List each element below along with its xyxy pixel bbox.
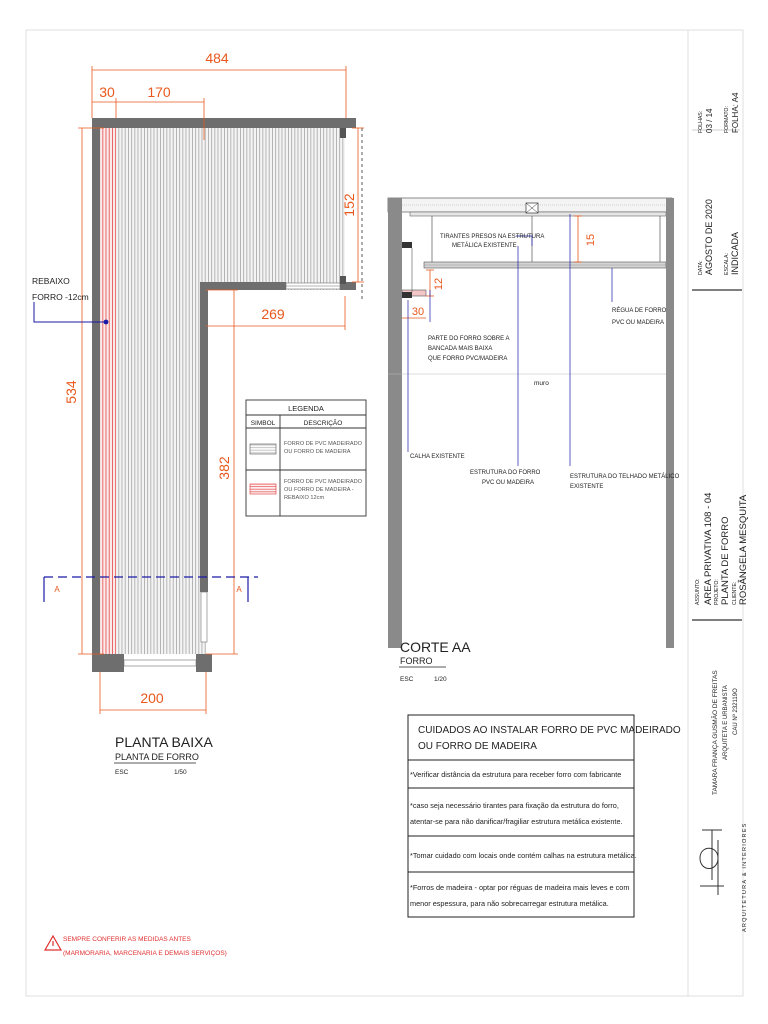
caution-item3: *Tomar cuidado com locais onde contém calhas na estrutura metálica. [410, 851, 637, 860]
tb-formato-label: FORMATO: [724, 106, 730, 133]
note-parte-line3: QUE FORRO PVC/MADEIRA [428, 356, 508, 362]
section-wall-right [666, 198, 674, 648]
section-dim-15: 15 [585, 233, 597, 247]
tb-author-role: ARQUITETA E URBANISTA [723, 685, 729, 760]
note-calha: CALHA EXISTENTE [410, 454, 465, 460]
tb-folhas-label: FOLHAS: [698, 110, 704, 133]
tb-assunto-value: AREA PRIVATIVA 108 - 04 [703, 492, 714, 605]
legend-item2-line2: OU FORRO DE MADEIRA - [284, 487, 354, 493]
section-scale-label: ESC [400, 676, 414, 683]
note-estrutura-forro-line2: PVC OU MADEIRA [482, 480, 535, 486]
tb-cliente-value: ROSÂNGELA MESQUITA [738, 494, 749, 605]
studio-logo-icon [700, 830, 724, 895]
legend-item1-line1: FORRO DE PVC MADEIRADO [284, 441, 363, 447]
dim-right-height: 152 [341, 193, 357, 217]
note-parte-line1: PARTE DO FORRO SOBRE A [428, 336, 510, 342]
tb-formato-value: FOLHA: A4 [731, 92, 740, 133]
section-scale-value: 1/20 [434, 676, 447, 683]
tb-escala-value: INDICADA [730, 231, 740, 275]
tb-data-label: DATA: [698, 260, 704, 275]
ceiling-area [100, 128, 345, 654]
caution-item2-line2: atentar-se para não danificar/fragiliar estrutura metálica existente. [410, 817, 623, 826]
legend-item2-line1: FORRO DE PVC MADEIRADO [284, 479, 363, 485]
note-tirantes-line2: METÁLICA EXISTENTE [452, 243, 517, 249]
plan-scale-label: ESC [115, 769, 129, 776]
legend-col-symbol: SIMBOL [250, 420, 276, 427]
note-muro: muro [534, 380, 549, 387]
section-title: CORTE AA [400, 639, 471, 655]
rebaixo-label-line2: FORRO -12cm [32, 292, 89, 302]
note-regua-line1: RÉGUA DE FORRO [612, 308, 667, 314]
rebaixo-label-line1: REBAIXO [32, 276, 70, 286]
legend-col-desc: DESCRIÇÃO [303, 420, 343, 427]
section-marker-right: A [236, 585, 242, 594]
tb-folhas-value: 03 / 14 [705, 108, 714, 133]
warning-line1: SEMPRE CONFERIR AS MEDIDAS ANTES [63, 936, 191, 943]
caution-title-line1: CUIDADOS AO INSTALAR FORRO DE PVC MADEIRADO [418, 725, 681, 736]
tb-escala-label: ESCALA: [724, 253, 730, 275]
wall-middle [206, 282, 286, 290]
section-cut [388, 198, 680, 683]
caution-item1: *Verificar distância da estrutura para receber forro com fabricante [410, 770, 622, 779]
column-bottom-right [196, 654, 212, 672]
tb-projeto-value: PLANTA DE FORRO [720, 516, 731, 605]
tb-cliente-label: CLIENTE: [732, 581, 738, 605]
caution-table [408, 715, 681, 917]
warning-line2: (MARMORARIA, MARCENARIA E DEMAIS SERVIÇOS) [63, 950, 227, 957]
plan-scale-value: 1/50 [174, 769, 187, 776]
tb-projeto-label: PROJETO: [714, 579, 720, 605]
note-estrutura-telhado-line1: ESTRUTURA DO TELHADO METÁLICO [570, 474, 680, 480]
section-wall-left [388, 198, 402, 648]
note-estrutura-telhado-line2: EXISTENTE [570, 484, 604, 490]
dim-middle-width: 269 [261, 306, 285, 322]
tb-logo-text: ARQUITETURA & INTERIORES [742, 822, 748, 932]
note-parte-line2: BANCADA MAIS BAIXA [428, 346, 493, 352]
caution-item4-line1: *Forros de madeira - optar por réguas de madeira mais leves e com [410, 883, 630, 892]
note-regua-line2: PVC OU MADEIRA [612, 320, 665, 326]
wall-inner [200, 282, 208, 592]
wall-left [92, 118, 100, 672]
legend-swatch-rebaixo [250, 484, 276, 494]
tb-data-value: AGOSTO DE 2020 [704, 199, 714, 275]
dim-inner-width: 170 [147, 84, 171, 100]
dim-bottom-width: 200 [140, 690, 164, 706]
measure-warning [45, 936, 227, 957]
section-subtitle: FORRO [400, 656, 433, 666]
section-dim-12: 12 [433, 277, 445, 291]
legend-swatch-standard [250, 444, 276, 454]
section-marker-left: A [54, 585, 60, 594]
dim-left-height: 534 [63, 380, 79, 404]
plan-subtitle: PLANTA DE FORRO [115, 752, 199, 762]
section-dim-30: 30 [411, 306, 425, 318]
plan-title: PLANTA BAIXA [115, 734, 213, 750]
caution-item4-line2: menor espessura, para não sobrecarregar estrutura metálica. [410, 899, 609, 908]
dim-total-width: 484 [205, 50, 229, 66]
note-tirantes-line1: TIRANTES PRESOS NA ESTRUTURA [440, 234, 545, 240]
caution-title-line2: OU FORRO DE MADEIRA [418, 741, 537, 752]
legend-title: LEGENDA [288, 404, 324, 413]
tb-assunto-label: ASSUNTO: [695, 578, 701, 605]
rebaixo-strip [100, 128, 116, 654]
dim-left-offset: 30 [99, 84, 115, 100]
dim-inner-height: 382 [216, 456, 232, 480]
legend-item1-line2: OU FORRO DE MADEIRA [284, 449, 351, 455]
wall-top [92, 118, 356, 128]
tb-author: TAMARA FRANÇA GUSMÃO DE FREITAS [712, 670, 719, 795]
column-bottom-left [92, 654, 124, 672]
note-estrutura-forro-line1: ESTRUTURA DO FORRO [470, 470, 541, 476]
legend-item2-line3: REBAIXO 12cm [284, 495, 325, 501]
legend-table [246, 400, 366, 516]
tb-author-cau: CAU Nº 232119O [733, 688, 739, 735]
caution-item2-line1: *caso seja necessário tirantes para fixação da estrutura do forro, [410, 801, 619, 810]
title-block [692, 92, 749, 932]
